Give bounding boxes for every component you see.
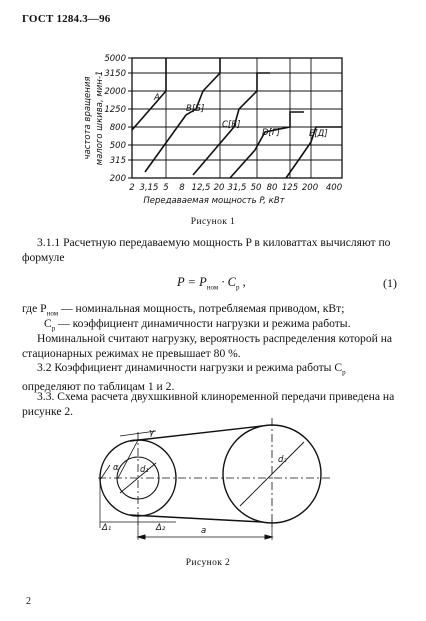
region-a-boundary bbox=[132, 58, 166, 130]
region-label-c: C[В] bbox=[222, 120, 241, 130]
x-tick-label: 5 bbox=[163, 183, 169, 193]
y-tick-labels bbox=[104, 54, 126, 184]
x-tick-label: 200 bbox=[301, 183, 319, 193]
y-tick-label: 1250 bbox=[104, 105, 126, 115]
where-1a: где P bbox=[22, 302, 47, 315]
y-axis-label-line2: малого шкива, мин-1 bbox=[95, 70, 105, 166]
x-tick-label: 12,5 bbox=[191, 183, 211, 193]
y-tick-label: 800 bbox=[109, 123, 126, 133]
where-2b: — коэффициент динамичности нагрузки и режима работы. bbox=[55, 317, 351, 330]
formula-end: , bbox=[239, 275, 246, 289]
figure-2-labels bbox=[101, 428, 287, 536]
y-axis-label-line1: частота вращения bbox=[83, 76, 93, 160]
x-axis-label: Передаваемая мощность P, кВт bbox=[143, 196, 285, 206]
y-tick-label: 200 bbox=[109, 174, 126, 184]
region-b-boundary bbox=[145, 58, 220, 172]
label-d1: d₁ bbox=[140, 465, 149, 475]
region-label-b: B[Б] bbox=[186, 104, 205, 114]
label-delta1: Δ₁ bbox=[102, 523, 112, 533]
region-label-d: D[Г] bbox=[262, 128, 280, 138]
x-tick-label: 80 bbox=[266, 183, 278, 193]
where-1sub: ном bbox=[46, 309, 59, 318]
label-a: a bbox=[201, 526, 207, 536]
figure-1-caption: Рисунок 1 bbox=[190, 217, 236, 227]
formula-sub: ном bbox=[206, 283, 219, 292]
region-labels bbox=[153, 93, 328, 139]
y-axis-label bbox=[83, 71, 105, 166]
p3-b: определяют по таблицам 1 и 2. bbox=[22, 379, 175, 393]
alpha-line bbox=[118, 440, 138, 478]
figure-1-chart bbox=[128, 58, 342, 178]
figure-2-caption: Рисунок 2 bbox=[185, 558, 231, 568]
formula-number: (1) bbox=[383, 276, 397, 290]
document-header: ГОСТ 1284.3—96 bbox=[22, 13, 111, 25]
formula-sub2: р bbox=[236, 283, 240, 292]
y-tick-label: 2000 bbox=[104, 87, 126, 97]
label-delta2: Δ₂ bbox=[156, 523, 166, 533]
x-tick-label: 20 bbox=[213, 183, 225, 193]
x-tick-labels bbox=[129, 183, 342, 193]
formula-mid: · C bbox=[218, 275, 236, 289]
region-label-a: A bbox=[154, 93, 160, 103]
x-tick-label: 8 bbox=[179, 183, 185, 193]
paragraph-3-3: 3.3. Схема расчета двухшкивной клиноременной передачи приведена на рисунке 2. bbox=[22, 390, 395, 418]
paragraph-3-1-1: 3.1.1 Расчетную передаваемую мощность P в киловаттах вычисляют по формуле bbox=[22, 236, 391, 264]
formula-lhs: P = P bbox=[177, 275, 207, 289]
x-tick-label: 31,5 bbox=[227, 183, 247, 193]
p3-a: 3.2 Коэффициент динамичности нагрузки и режима работы C bbox=[37, 361, 343, 374]
y-tick-label: 500 bbox=[109, 141, 126, 151]
page-number: 2 bbox=[26, 596, 31, 607]
arrow-a-left bbox=[138, 535, 145, 539]
paragraph-nominal: Номинальной считают нагрузку, вероятность распределения которой на стационарных режимах не превышает 80 %. bbox=[22, 332, 393, 360]
x-tick-label: 400 bbox=[325, 183, 343, 193]
x-tick-label: 2 bbox=[129, 183, 135, 193]
region-label-e: E[Д] bbox=[309, 129, 328, 139]
x-tick-label: 3,15 bbox=[139, 183, 159, 193]
where-2sub: р bbox=[51, 324, 56, 333]
y-tick-label: 315 bbox=[109, 156, 126, 166]
y-tick-label: 3150 bbox=[104, 69, 126, 79]
label-alpha: α bbox=[113, 463, 119, 473]
label-d2: d₂ bbox=[278, 455, 287, 465]
x-tick-label: 50 bbox=[250, 183, 262, 193]
label-gamma: γ bbox=[149, 428, 155, 438]
where-1b: — номинальная мощность, потребляемая приводом, кВт; bbox=[58, 302, 345, 315]
y-tick-label: 5000 bbox=[104, 54, 126, 64]
belt-lower bbox=[130, 515, 262, 522]
where-2a: C bbox=[44, 317, 52, 330]
arrow-a-right bbox=[265, 535, 272, 539]
x-tick-label: 125 bbox=[281, 183, 299, 193]
p3-sub: р bbox=[342, 368, 346, 377]
formula-1 bbox=[177, 275, 246, 292]
figure-2-diagram bbox=[98, 418, 330, 540]
